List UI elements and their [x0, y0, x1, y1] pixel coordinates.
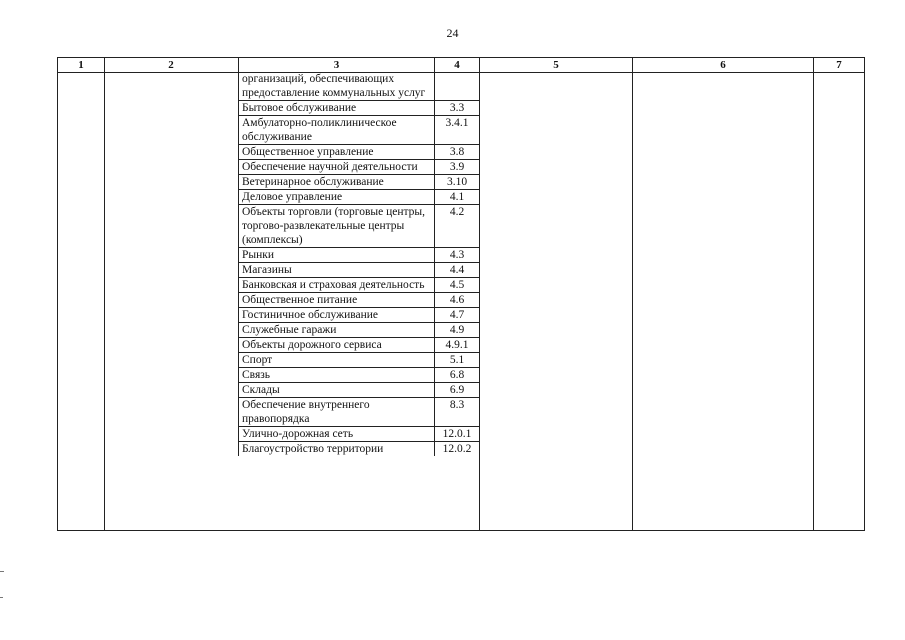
use-code-cell: 4.9.1 — [445, 339, 469, 351]
use-code-cell: 4.1 — [449, 191, 465, 203]
table-row — [239, 175, 479, 190]
table-row — [239, 278, 479, 293]
table-header-row — [58, 58, 864, 73]
use-code-cell: 4.7 — [449, 309, 465, 321]
use-name-cell: Склады — [239, 383, 435, 397]
use-name-cell: Амбулаторно-поликлиническое обслуживание — [239, 116, 435, 144]
header-col-6: 6 — [720, 59, 726, 71]
page-number: 24 — [446, 26, 459, 40]
header-col-3: 3 — [333, 59, 340, 71]
use-code-cell: 4.9 — [449, 324, 465, 336]
use-name-cell: организаций, обеспечивающих предоставление коммунальных услуг — [239, 72, 435, 100]
use-name-cell: Обеспечение научной деятельности — [239, 160, 435, 174]
use-name-cell: Банковская и страховая деятельность — [239, 278, 435, 292]
header-col-2: 2 — [168, 59, 174, 71]
table-row — [239, 338, 479, 353]
use-code-cell: 4.2 — [449, 206, 465, 218]
use-code-cell: 4.3 — [449, 249, 465, 261]
use-name-cell: Общественное питание — [239, 293, 435, 307]
use-code-cell: 4.6 — [449, 294, 465, 306]
use-name-cell: Обеспечение внутреннего правопорядка — [239, 398, 435, 426]
table-row — [239, 160, 479, 175]
header-col-7: 7 — [836, 59, 842, 71]
use-code-cell: 4.4 — [449, 264, 465, 276]
table-row — [239, 442, 479, 456]
table-row — [239, 263, 479, 278]
use-name-cell: Связь — [239, 368, 435, 382]
scan-edge-mark — [0, 597, 3, 598]
column-divider — [238, 58, 239, 72]
use-code-cell: 12.0.1 — [442, 428, 472, 440]
header-col-1: 1 — [78, 59, 84, 71]
use-name-cell: Деловое управление — [239, 190, 435, 204]
use-name-cell: Служебные гаражи — [239, 323, 435, 337]
use-code-cell: 8.3 — [449, 399, 465, 411]
column-divider — [632, 58, 633, 530]
table-row — [239, 353, 479, 368]
scan-edge-mark — [0, 571, 4, 572]
table-row — [239, 398, 479, 427]
use-code-cell: 12.0.2 — [442, 443, 472, 455]
use-name-cell: Гостиничное обслуживание — [239, 308, 435, 322]
column-divider — [813, 58, 814, 530]
table-row — [239, 368, 479, 383]
header-col-4: 4 — [454, 59, 460, 71]
use-name-cell: Магазины — [239, 263, 435, 277]
use-code-cell: 3.8 — [449, 146, 465, 158]
use-code-cell: 3.3 — [449, 102, 465, 114]
table-row — [239, 248, 479, 263]
column-divider — [434, 58, 435, 72]
use-name-cell: Общественное управление — [239, 145, 435, 159]
use-code-cell: 4.5 — [449, 279, 465, 291]
table-row — [239, 190, 479, 205]
use-code-cell: 5.1 — [449, 354, 465, 366]
use-name-cell: Ветеринарное обслуживание — [239, 175, 435, 189]
use-code-cell: 3.10 — [446, 176, 468, 188]
table-row — [239, 293, 479, 308]
table-row — [239, 427, 479, 442]
table-row — [239, 145, 479, 160]
table-row — [239, 308, 479, 323]
use-name-cell: Рынки — [239, 248, 435, 262]
use-name-cell: Улично-дорожная сеть — [239, 427, 435, 441]
use-code-cell: 6.9 — [449, 384, 465, 396]
use-name-cell: Объекты дорожного сервиса — [239, 338, 435, 352]
use-name-cell: Спорт — [239, 353, 435, 367]
use-name-cell: Благоустройство территории — [239, 442, 435, 456]
header-col-5: 5 — [553, 59, 559, 71]
table-row — [239, 383, 479, 398]
use-name-cell: Объекты торговли (торговые центры, торгово-развлекательные центры (комплексы) — [239, 205, 435, 247]
table-row — [239, 323, 479, 338]
column-divider — [104, 58, 105, 530]
use-code-cell: 3.4.1 — [445, 117, 469, 129]
use-code-cell: 3.9 — [449, 161, 465, 173]
use-code-cell — [435, 72, 479, 100]
table-row — [239, 101, 479, 116]
table-row — [239, 116, 479, 145]
use-name-cell: Бытовое обслуживание — [239, 101, 435, 115]
table-row — [239, 72, 479, 101]
permitted-use-list — [238, 72, 480, 456]
use-code-cell: 6.8 — [449, 369, 465, 381]
land-use-table — [57, 57, 865, 531]
table-row — [239, 205, 479, 248]
